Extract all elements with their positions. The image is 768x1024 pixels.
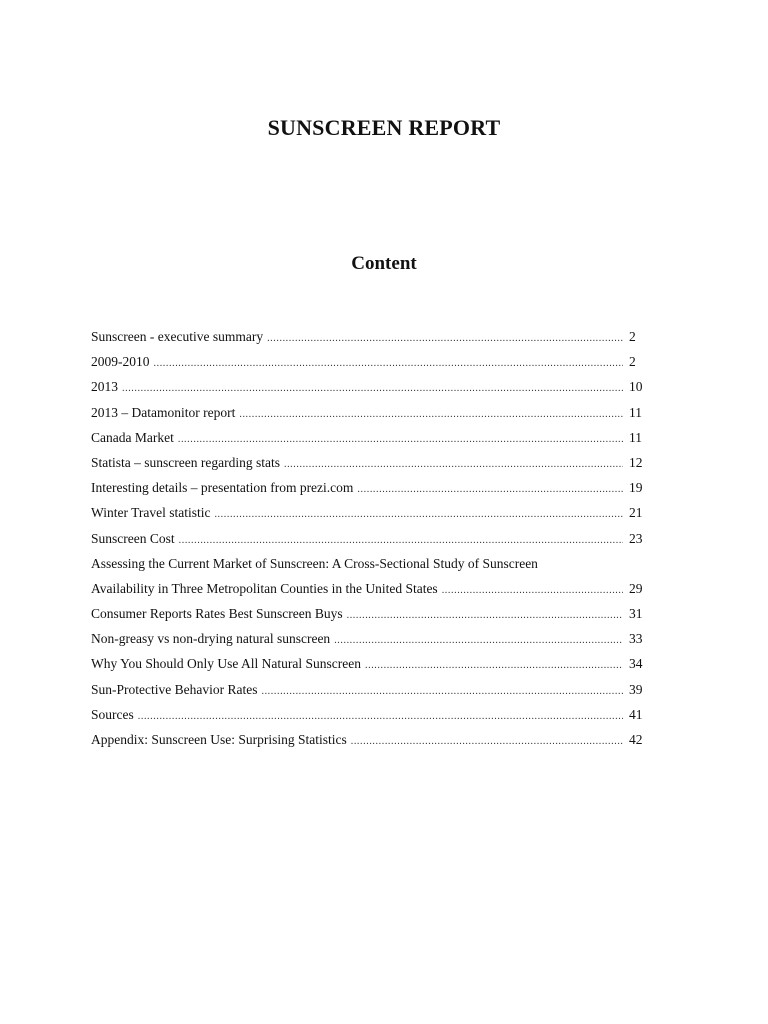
toc-entry-page: 41 [629,706,643,722]
toc-entry-statista[interactable] [91,450,656,475]
toc-entry-page: 12 [629,454,643,470]
toc-entry-page: 23 [629,530,643,546]
dot-leader [118,376,623,401]
toc-heading: Content [351,253,417,274]
toc-entry-sources[interactable] [91,702,656,727]
toc-entry-label: Why You Should Only Use All Natural Sunscreen [91,656,361,672]
table-of-contents [91,324,656,752]
dot-leader [347,729,623,754]
dot-leader [343,603,623,628]
toc-entry-label: Winter Travel statistic [91,505,211,521]
toc-entry-page: 21 [629,505,643,521]
toc-entry-sunscreen-cost[interactable] [91,526,656,551]
toc-entry-natural-sunscreen[interactable] [91,651,656,676]
toc-entry-canada-market[interactable] [91,425,656,450]
dot-leader [257,679,623,704]
dot-leader [361,653,623,678]
dot-leader [330,628,623,653]
toc-entry-label: Sun-Protective Behavior Rates [91,681,258,697]
toc-entry-page: 11 [629,404,642,420]
toc-entry-label: Non-greasy vs non-drying natural sunscreen [91,631,331,647]
toc-entry-sun-protective-behavior[interactable] [91,677,656,702]
toc-entry-label: Appendix: Sunscreen Use: Surprising Statistics [91,732,347,747]
toc-entry-non-greasy[interactable] [91,626,656,651]
toc-entry-label: Sunscreen Cost [91,530,175,546]
toc-entry-2009-2010[interactable] [91,349,656,374]
toc-entry-executive-summary[interactable] [91,324,656,349]
toc-entry-label: Availability in Three Metropolitan Counties in the United States [91,580,438,596]
toc-entry-2013[interactable] [91,374,656,399]
toc-entry-page: 34 [629,656,643,672]
toc-entry-assessing-market-line2[interactable] [91,576,656,601]
toc-entry-label: Interesting details – presentation from prezi.com [91,480,354,496]
toc-entry-page: 11 [629,429,642,445]
toc-entry-consumer-reports[interactable] [91,601,656,626]
toc-entry-page: 33 [629,631,643,647]
toc-entry-label: 2009-2010 [91,354,150,370]
dot-leader [174,427,623,452]
toc-entry-label: Sunscreen - executive summary [91,329,264,344]
toc-entry-page: 39 [629,681,643,697]
toc-entry-page: 31 [629,606,643,622]
toc-entry-label: 2013 [91,379,118,395]
toc-entry-page: 29 [629,580,643,596]
toc-entry-label: Sources [91,706,134,722]
dot-leader [175,528,623,553]
toc-entry-label: Assessing the Current Market of Sunscreen: A Cross-Sectional Study of Sunscreen [91,555,538,571]
dot-leader [235,402,623,427]
toc-entry-label: Canada Market [91,429,174,445]
toc-entry-assessing-market-line1[interactable] [91,551,656,576]
dot-leader [280,452,623,477]
toc-entry-page: 19 [629,480,643,496]
dot-leader [150,351,624,376]
toc-entry-winter-travel[interactable] [91,500,656,525]
toc-entry-label: 2013 – Datamonitor report [91,404,236,420]
toc-entry-page: 42 [629,732,643,747]
toc-entry-page: 2 [629,329,636,344]
toc-entry-appendix[interactable] [91,727,656,752]
dot-leader [134,704,623,729]
toc-entry-label: Consumer Reports Rates Best Sunscreen Buys [91,606,343,622]
toc-entry-page: 10 [629,379,643,395]
dot-leader [263,326,623,351]
dot-leader [210,502,623,527]
toc-entry-prezi-details[interactable] [91,475,656,500]
toc-entry-page: 2 [629,354,636,370]
toc-entry-datamonitor-report[interactable] [91,400,656,425]
dot-leader [353,477,623,502]
document-title: SUNSCREEN REPORT [267,115,501,140]
dot-leader [438,578,623,603]
toc-entry-label: Statista – sunscreen regarding stats [91,454,280,470]
